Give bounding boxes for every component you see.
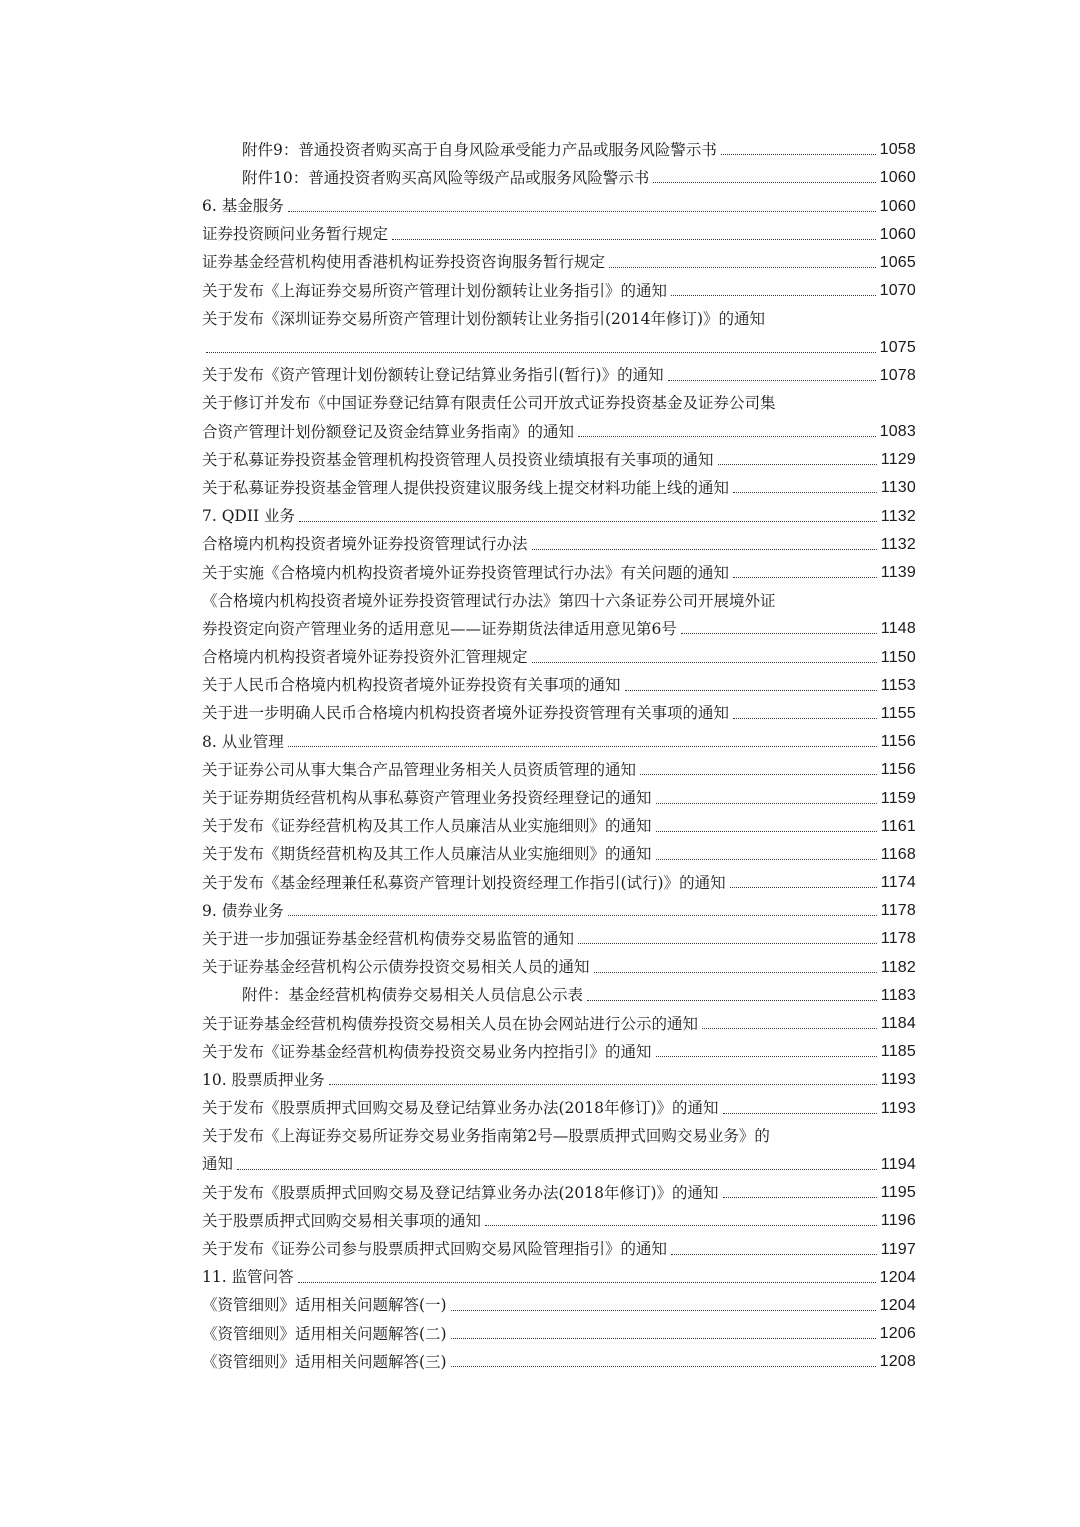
toc-entry[interactable] xyxy=(202,243,916,271)
toc-entry-title: 关于进一步加强证券基金经营机构债券交易监管的通知 xyxy=(202,929,575,948)
toc-entry-title: 关于证券基金经营机构债券投资交易相关人员在协会网站进行公示的通知 xyxy=(202,1014,699,1033)
toc-entry[interactable] xyxy=(202,637,916,665)
toc-entry-title: 关于实施《合格境内机构投资者境外证券投资管理试行办法》有关问题的通知 xyxy=(202,563,730,582)
dot-leader xyxy=(721,154,876,155)
toc-entry-title: 关于证券公司从事大集合产品管理业务相关人员资质管理的通知 xyxy=(202,760,637,779)
dot-leader xyxy=(594,972,877,973)
toc-entry[interactable] xyxy=(202,666,916,694)
dot-leader xyxy=(299,521,877,522)
dot-leader xyxy=(587,1000,877,1001)
toc-entry-title: 9. 债券业务 xyxy=(202,901,284,920)
toc-entry-page-number: 1075 xyxy=(879,338,916,356)
dot-leader xyxy=(298,1282,876,1283)
toc-entry-title: 关于发布《期货经营机构及其工作人员廉洁从业实施细则》的通知 xyxy=(202,845,652,864)
toc-entry-title: 券投资定向资产管理业务的适用意见——证券期货法律适用意见第6号 xyxy=(202,619,677,638)
dot-leader xyxy=(451,1366,876,1367)
toc-entry-title: 附件：基金经营机构债券交易相关人员信息公示表 xyxy=(242,986,584,1005)
toc-entry[interactable] xyxy=(202,1173,916,1201)
toc-entry-page-number: 1058 xyxy=(879,141,916,159)
toc-entry-title: 关于发布《股票质押式回购交易及登记结算业务办法(2018年修订)》的通知 xyxy=(202,1099,719,1118)
toc-entry-title: 证券基金经营机构使用香港机构证券投资咨询服务暂行规定 xyxy=(202,253,606,272)
toc-entry[interactable] xyxy=(202,722,916,750)
dot-leader xyxy=(329,1084,877,1085)
toc-entry-page-number: 1194 xyxy=(880,1155,916,1173)
dot-leader xyxy=(671,295,876,296)
toc-entry-title: 合格境内机构投资者境外证券投资管理试行办法 xyxy=(202,535,528,554)
toc-entry-title: 通知 xyxy=(202,1155,234,1174)
dot-leader xyxy=(288,915,877,916)
toc-entry-page-number: 1174 xyxy=(880,874,916,892)
dot-leader xyxy=(237,1169,877,1170)
toc-entry-title: 关于发布《证券基金经营机构债券投资交易业务内控指引》的通知 xyxy=(202,1042,652,1061)
toc-entry-title: 证券投资顾问业务暂行规定 xyxy=(202,225,389,244)
toc-entry-title: 关于股票质押式回购交易相关事项的通知 xyxy=(202,1211,482,1230)
toc-entry-title: 关于发布《上海证券交易所证券交易业务指南第2号—股票质押式回购交易业务》的 xyxy=(202,1127,770,1146)
toc-entry-title: 关于人民币合格境内机构投资者境外证券投资有关事项的通知 xyxy=(202,676,621,695)
toc-entry-title: 关于发布《深圳证券交易所资产管理计划份额转让业务指引(2014年修订)》的通知 xyxy=(202,309,766,328)
toc-entry-page-number: 1197 xyxy=(880,1240,916,1258)
toc-entry[interactable] xyxy=(202,581,916,609)
dot-leader xyxy=(733,718,877,719)
toc-entry-title: 关于发布《资产管理计划份额转让登记结算业务指引(暂行)》的通知 xyxy=(202,366,664,385)
toc-entry[interactable] xyxy=(202,1060,916,1088)
dot-leader xyxy=(668,380,876,381)
toc-entry-page-number: 1206 xyxy=(879,1325,916,1343)
toc-entry-page-number: 1155 xyxy=(880,704,916,722)
dot-leader xyxy=(733,577,877,578)
toc-entry-page-number: 1196 xyxy=(880,1212,916,1230)
toc-entry-page-number: 1150 xyxy=(880,648,916,666)
toc-entry-page-number: 1060 xyxy=(879,169,916,187)
toc-entry[interactable] xyxy=(202,215,916,243)
toc-entry-page-number: 1139 xyxy=(880,564,916,581)
toc-entry-page-number: 1060 xyxy=(879,225,916,243)
toc-entry[interactable] xyxy=(202,468,916,496)
toc-entry-page-number: 1193 xyxy=(880,1099,916,1117)
dot-leader xyxy=(671,1254,877,1255)
dot-leader xyxy=(640,774,877,775)
dot-leader xyxy=(392,239,876,240)
dot-leader xyxy=(702,1028,877,1029)
toc-entry-page-number: 1156 xyxy=(880,761,916,779)
toc-entry[interactable] xyxy=(202,1145,916,1173)
toc-entry-title: 合资产管理计划份额登记及资金结算业务指南》的通知 xyxy=(202,422,575,441)
toc-entry-title: 《资管细则》适用相关问题解答(二) xyxy=(202,1324,447,1343)
toc-entry[interactable] xyxy=(202,778,916,806)
toc-entry-title: 合格境内机构投资者境外证券投资外汇管理规定 xyxy=(202,648,528,667)
toc-entry-page-number: 1070 xyxy=(879,282,916,300)
dot-leader xyxy=(609,267,876,268)
toc-entry[interactable] xyxy=(202,553,916,581)
dot-leader xyxy=(656,1056,877,1057)
dot-leader xyxy=(485,1225,877,1226)
toc-entry-page-number: 1148 xyxy=(880,620,916,638)
toc-entry[interactable] xyxy=(202,1314,916,1342)
toc-entry-page-number: 1132 xyxy=(880,507,916,525)
toc-entry-page-number: 1204 xyxy=(879,1296,916,1314)
dot-leader xyxy=(718,464,877,465)
toc-entry-page-number: 1153 xyxy=(880,676,916,694)
toc-entry[interactable] xyxy=(202,327,916,355)
toc-entry-page-number: 1204 xyxy=(879,1268,916,1286)
toc-entry[interactable] xyxy=(202,1342,916,1370)
toc-entry-title: 11. 监管问答 xyxy=(202,1268,294,1287)
toc-entry[interactable] xyxy=(202,863,916,891)
toc-entry-page-number: 1182 xyxy=(880,958,916,976)
toc-entry-title: 10. 股票质押业务 xyxy=(202,1070,325,1089)
dot-leader xyxy=(288,211,876,212)
toc-entry[interactable] xyxy=(202,891,916,919)
toc-entry[interactable] xyxy=(202,947,916,975)
toc-entry[interactable] xyxy=(202,158,916,186)
toc-entry-page-number: 1168 xyxy=(880,845,916,863)
dot-leader xyxy=(532,662,877,663)
toc-entry-title: 6. 基金服务 xyxy=(202,197,284,216)
dot-leader xyxy=(656,831,877,832)
toc-entry-title: 关于证券基金经营机构公示债券投资交易相关人员的通知 xyxy=(202,958,590,977)
toc-entry[interactable] xyxy=(202,1117,916,1145)
toc-entry-title: 7. QDII 业务 xyxy=(202,507,296,526)
toc-entry[interactable] xyxy=(202,919,916,947)
toc-entry[interactable] xyxy=(202,1229,916,1257)
toc-entry[interactable] xyxy=(202,186,916,214)
toc-entry-title: 关于发布《上海证券交易所资产管理计划份额转让业务指引》的通知 xyxy=(202,281,668,300)
toc-entry-page-number: 1208 xyxy=(879,1353,916,1371)
toc-entry-page-number: 1129 xyxy=(880,451,916,469)
toc-entry-page-number: 1161 xyxy=(880,817,916,835)
toc-entry-title: 关于私募证券投资基金管理人提供投资建议服务线上提交材料功能上线的通知 xyxy=(202,478,730,497)
toc-entry[interactable] xyxy=(202,356,916,384)
toc-entry-page-number: 1065 xyxy=(879,253,916,271)
dot-leader xyxy=(723,1197,877,1198)
dot-leader xyxy=(656,859,877,860)
toc-entry[interactable] xyxy=(202,694,916,722)
toc-entry-page-number: 1184 xyxy=(880,1015,916,1032)
dot-leader xyxy=(723,1113,877,1114)
toc-entry[interactable] xyxy=(202,1286,916,1314)
toc-entry-page-number: 1132 xyxy=(880,535,916,553)
dot-leader xyxy=(532,549,877,550)
dot-leader xyxy=(656,803,877,804)
toc-entry-page-number: 1195 xyxy=(880,1184,916,1202)
toc-entry-title: 关于私募证券投资基金管理机构投资管理人员投资业绩填报有关事项的通知 xyxy=(202,450,714,469)
toc-entry-page-number: 1156 xyxy=(880,733,916,751)
toc-entry-page-number: 1060 xyxy=(879,197,916,215)
toc-entry[interactable] xyxy=(202,976,916,1004)
toc-entry[interactable] xyxy=(202,412,916,440)
toc-entry[interactable] xyxy=(202,1088,916,1116)
toc-entry-page-number: 1193 xyxy=(880,1071,916,1089)
toc-entry-title: 附件10：普通投资者购买高风险等级产品或服务风险警示书 xyxy=(242,168,650,187)
toc-entry-title: 关于进一步明确人民币合格境内机构投资者境外证券投资管理有关事项的通知 xyxy=(202,704,730,723)
toc-entry[interactable] xyxy=(202,1004,916,1032)
toc-entry-title: 关于修订并发布《中国证券登记结算有限责任公司开放式证券投资基金及证券公司集 xyxy=(202,394,776,413)
toc-entry-page-number: 1178 xyxy=(880,902,916,920)
toc-entry[interactable] xyxy=(202,750,916,778)
toc-entry[interactable] xyxy=(202,609,916,637)
dot-leader xyxy=(451,1310,876,1311)
toc-entry[interactable] xyxy=(202,835,916,863)
dot-leader xyxy=(730,887,877,888)
dot-leader xyxy=(288,746,877,747)
toc-entry[interactable] xyxy=(202,440,916,468)
toc-entry-title: 《资管细则》适用相关问题解答(三) xyxy=(202,1352,447,1371)
toc-entry-title: 关于发布《证券经营机构及其工作人员廉洁从业实施细则》的通知 xyxy=(202,817,652,836)
dot-leader xyxy=(206,352,876,353)
dot-leader xyxy=(625,690,877,691)
toc-entry[interactable] xyxy=(202,807,916,835)
toc-entry-title: 《合格境内机构投资者境外证券投资管理试行办法》第四十六条证券公司开展境外证 xyxy=(202,591,776,610)
toc-entry-page-number: 1178 xyxy=(880,930,916,948)
table-of-contents xyxy=(202,130,916,1370)
toc-entry-title: 8. 从业管理 xyxy=(202,732,284,751)
dot-leader xyxy=(578,943,877,944)
dot-leader xyxy=(451,1338,876,1339)
dot-leader xyxy=(733,492,877,493)
toc-entry[interactable] xyxy=(202,1258,916,1286)
toc-entry-page-number: 1130 xyxy=(880,479,916,497)
toc-entry-page-number: 1183 xyxy=(880,986,916,1004)
toc-entry[interactable] xyxy=(202,525,916,553)
toc-entry-title: 关于证券期货经营机构从事私募资产管理业务投资经理登记的通知 xyxy=(202,789,652,807)
toc-entry-title: 《资管细则》适用相关问题解答(一) xyxy=(202,1296,447,1315)
toc-entry[interactable] xyxy=(202,130,916,158)
toc-entry-title: 附件9：普通投资者购买高于自身风险承受能力产品或服务风险警示书 xyxy=(242,140,717,159)
toc-entry[interactable] xyxy=(202,384,916,412)
toc-entry-title: 关于发布《股票质押式回购交易及登记结算业务办法(2018年修订)》的通知 xyxy=(202,1183,719,1202)
dot-leader xyxy=(653,182,875,183)
toc-entry-page-number: 1083 xyxy=(879,423,916,441)
dot-leader xyxy=(578,436,876,437)
toc-entry[interactable] xyxy=(202,496,916,524)
toc-entry-page-number: 1159 xyxy=(880,789,916,807)
toc-entry[interactable] xyxy=(202,1201,916,1229)
toc-entry[interactable] xyxy=(202,271,916,299)
toc-entry-title: 关于发布《证券公司参与股票质押式回购交易风险管理指引》的通知 xyxy=(202,1240,668,1258)
toc-entry[interactable] xyxy=(202,1032,916,1060)
toc-entry-title: 关于发布《基金经理兼任私募资产管理计划投资经理工作指引(试行)》的通知 xyxy=(202,873,726,892)
toc-entry[interactable] xyxy=(202,299,916,327)
dot-leader xyxy=(681,633,877,634)
toc-entry-page-number: 1078 xyxy=(879,366,916,384)
toc-entry-page-number: 1185 xyxy=(880,1043,916,1061)
